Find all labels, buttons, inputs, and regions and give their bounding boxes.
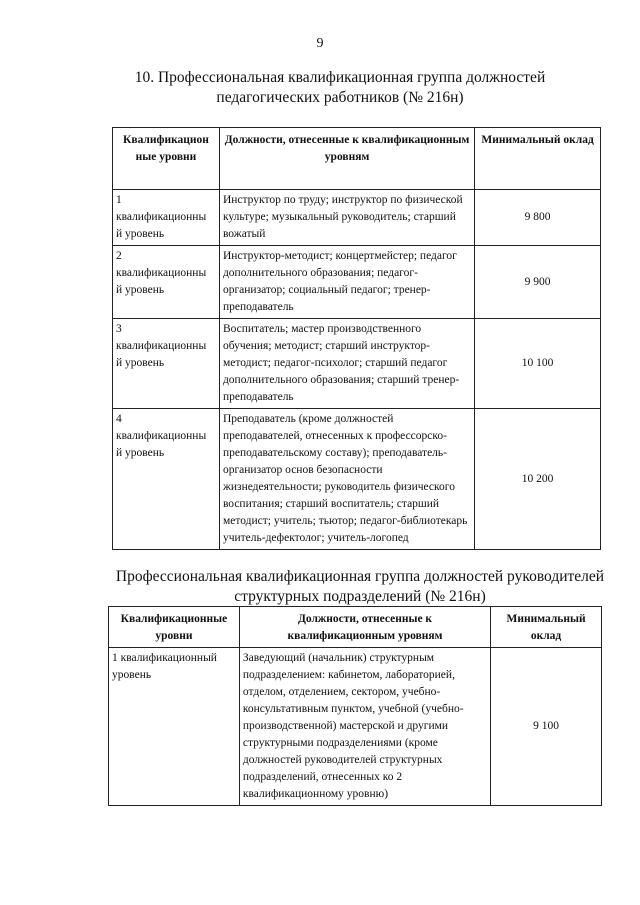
- positions-cell: Заведующий (начальник) структурным подразделением: кабинетом, лабораторией, отделом, отделением, сектором, учебно-консультативным пунктом, учебной (учебно-производственной) мастерской и другими структурными подразделениями (кроме должностей руководителей структурных подразделений, отнесенных ко 2 квалификационному уровню): [239, 648, 490, 806]
- header-level: Квалификационные уровни: [109, 607, 240, 648]
- table-header-row: [113, 128, 601, 190]
- header-salary: Минимальный оклад: [475, 128, 601, 190]
- pedagogical-staff-table: [112, 127, 601, 550]
- section-1-title-line-2: педагогических работников (№ 216н): [216, 89, 464, 106]
- salary-cell: 9 100: [491, 648, 602, 806]
- salary-cell: 9 800: [475, 190, 601, 246]
- table-row: [113, 319, 601, 409]
- level-cell: 1 квалификационны й уровень: [113, 190, 220, 246]
- header-positions: Должности, отнесенные к квалификационным уровням: [239, 607, 490, 648]
- level-cell: 1 квалификационный уровень: [109, 648, 240, 806]
- positions-cell: Инструктор-методист; концертмейстер; педагог дополнительного образования; педагог-организатор; социальный педагог; тренер-преподаватель: [219, 246, 474, 319]
- page-number: 9: [316, 36, 324, 51]
- salary-cell: 10 100: [475, 319, 601, 409]
- table-row: [113, 409, 601, 550]
- section-1-title-line-1: 10. Профессиональная квалификационная группа должностей: [134, 69, 546, 86]
- section-2-title-line-1: Профессиональная квалификационная группа должностей руководителей: [115, 568, 605, 585]
- level-cell: 3 квалификационны й уровень: [113, 319, 220, 409]
- positions-cell: Преподаватель (кроме должностей преподавателей, отнесенных к профессорско-преподавательскому составу); преподаватель-организатор основ безопасности жизнедеятельности; руководитель физического воспитания; старший воспитатель; старший методист; учитель; тьютор; педагог-библиотекарь учитель-дефектолог; учитель-логопед: [219, 409, 474, 550]
- section-1-title: [60, 68, 620, 108]
- positions-cell: Инструктор по труду; инструктор по физической культуре; музыкальный руководитель; старший вожатый: [219, 190, 474, 246]
- section-2-title-line-2: структурных подразделений (№ 216н): [234, 588, 486, 605]
- positions-cell: Воспитатель; мастер производственного обучения; методист; старший инструктор-методист; педагог-психолог; старший педагог дополнительного образования; старший тренер-преподаватель: [219, 319, 474, 409]
- table-row: [113, 246, 601, 319]
- table-row: [109, 648, 602, 806]
- table-row: [113, 190, 601, 246]
- header-salary: Минимальный оклад: [491, 607, 602, 648]
- level-cell: 4 квалификационны й уровень: [113, 409, 220, 550]
- salary-cell: 10 200: [475, 409, 601, 550]
- salary-cell: 9 900: [475, 246, 601, 319]
- level-cell: 2 квалификационны й уровень: [113, 246, 220, 319]
- header-level: Квалификацион ные уровни: [113, 128, 220, 190]
- section-2-title: [110, 567, 610, 607]
- table-header-row: [109, 607, 602, 648]
- header-positions: Должности, отнесенные к квалификационным уровням: [219, 128, 474, 190]
- unit-heads-table: [108, 606, 602, 806]
